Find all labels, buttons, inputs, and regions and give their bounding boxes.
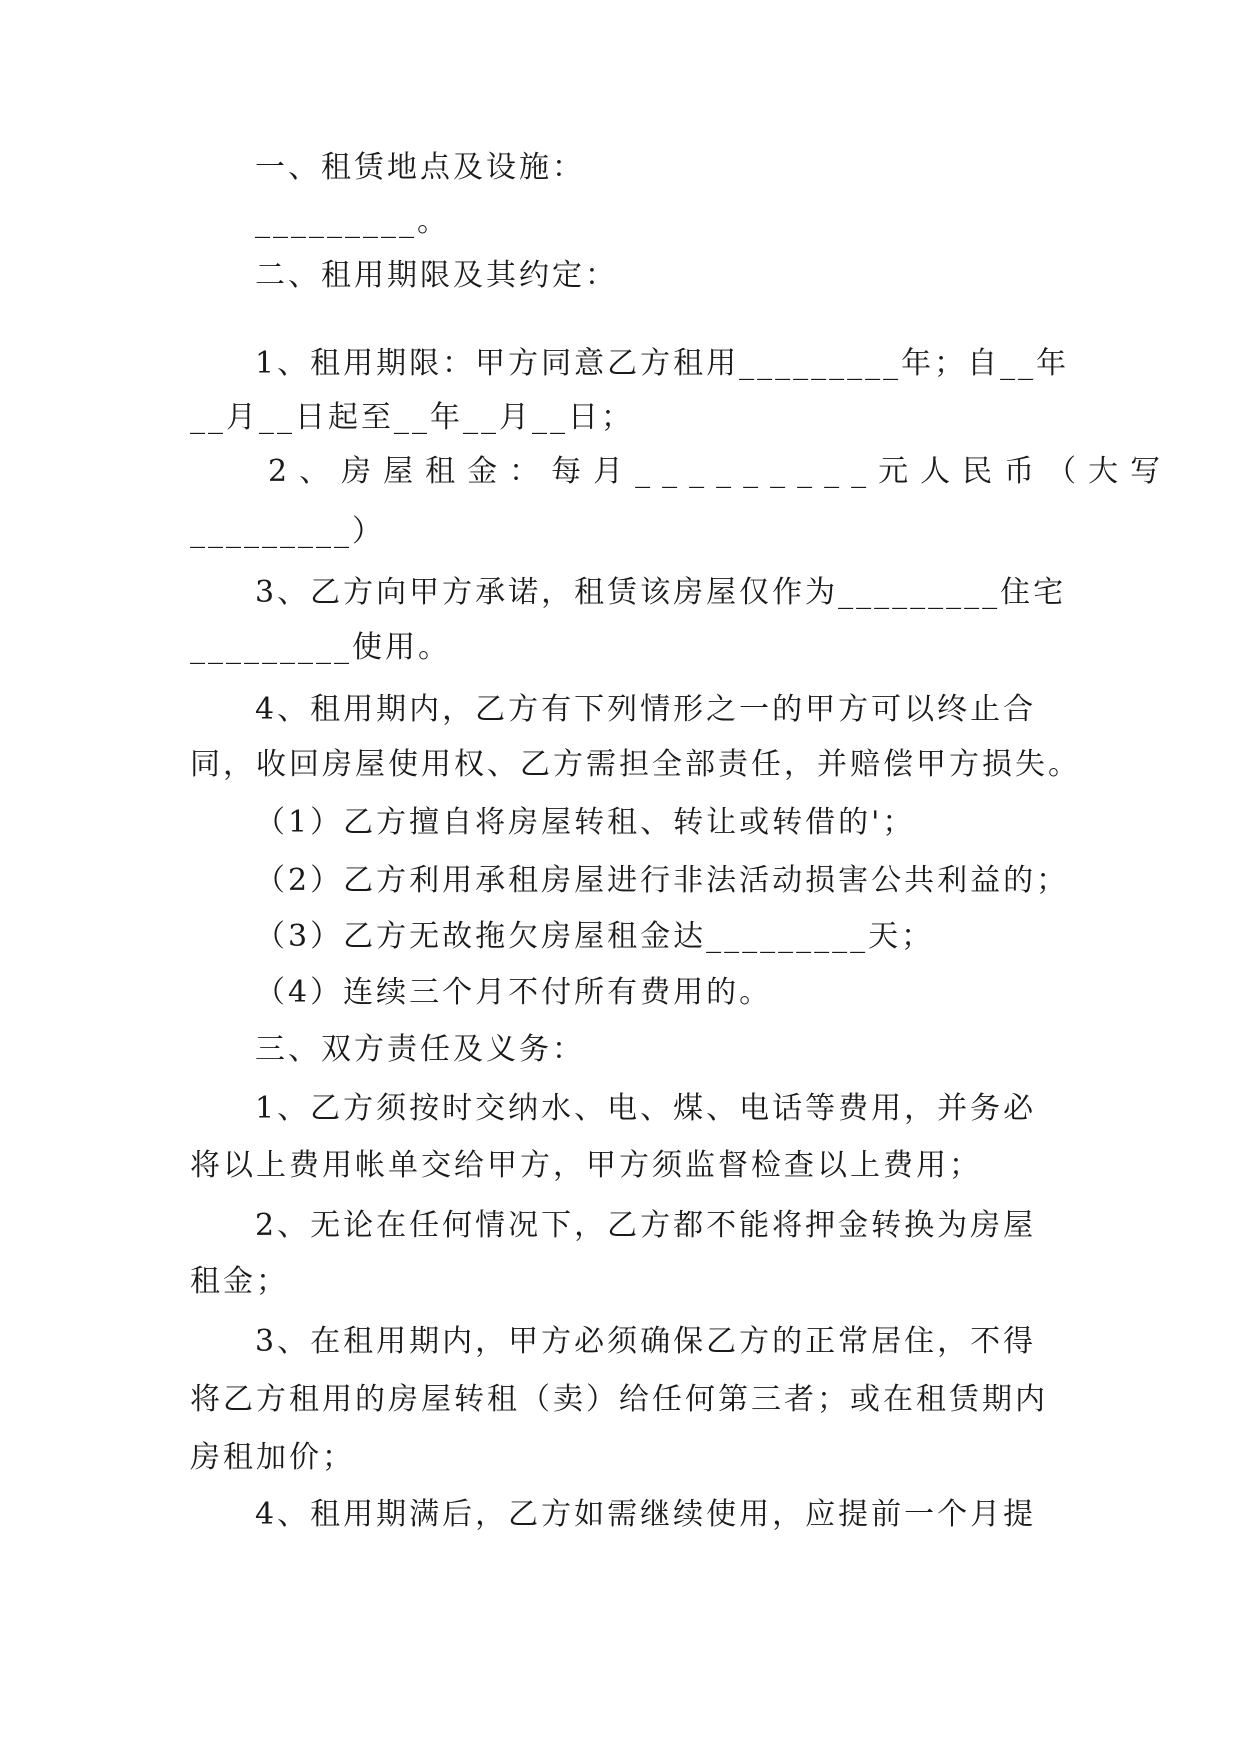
sub-item-3: （3）乙方无故拖欠房屋租金达_________天； xyxy=(255,919,935,954)
section-heading-term: 二、租用期限及其约定： xyxy=(255,258,618,293)
clause-3-line-1: 3、乙方向甲方承诺，租赁该房屋仅作为_________住宅 xyxy=(255,575,1067,610)
clause-2-line-1: 2、房屋租金：每月_________元人民币（大写 xyxy=(268,454,1173,489)
duty-1-line-1: 1、乙方须按时交纳水、电、煤、电话等费用，并务必 xyxy=(255,1091,1037,1126)
clause-2-line-2: _________） xyxy=(190,514,385,549)
location-blank-line: _________。 xyxy=(255,204,450,239)
duty-2-line-2: 租金； xyxy=(190,1264,289,1299)
duty-1-line-2: 将以上费用帐单交给甲方，甲方须监督检查以上费用； xyxy=(190,1148,982,1183)
sub-item-1: （1）乙方擅自将房屋转租、转让或转借的'； xyxy=(255,805,916,840)
sub-item-2: （2）乙方利用承租房屋进行非法活动损害公共利益的； xyxy=(255,863,1070,898)
sub-item-4: （4）连续三个月不付所有费用的。 xyxy=(255,975,773,1010)
section-heading-duties: 三、双方责任及义务： xyxy=(255,1032,585,1067)
clause-4-line-2: 同，收回房屋使用权、乙方需担全部责任，并赔偿甲方损失。 xyxy=(190,747,1081,782)
duty-3-line-1: 3、在租用期内，甲方必须确保乙方的正常居住，不得 xyxy=(255,1324,1037,1359)
section-heading-location: 一、租赁地点及设施： xyxy=(255,150,585,185)
duty-3-line-2: 将乙方租用的房屋转租（卖）给任何第三者；或在租赁期内 xyxy=(190,1382,1048,1417)
clause-4-line-1: 4、租用期内，乙方有下列情形之一的甲方可以终止合 xyxy=(255,692,1037,727)
duty-2-line-1: 2、无论在任何情况下，乙方都不能将押金转换为房屋 xyxy=(255,1208,1037,1243)
clause-1-line-1: 1、租用期限：甲方同意乙方租用_________年；自__年 xyxy=(255,346,1070,381)
clause-3-line-2: _________使用。 xyxy=(190,630,451,665)
duty-4-line-1: 4、租用期满后，乙方如需继续使用，应提前一个月提 xyxy=(255,1497,1037,1532)
clause-1-line-2: __月__日起至__年__月__日； xyxy=(190,400,634,435)
duty-3-line-3: 房租加价； xyxy=(190,1440,355,1475)
